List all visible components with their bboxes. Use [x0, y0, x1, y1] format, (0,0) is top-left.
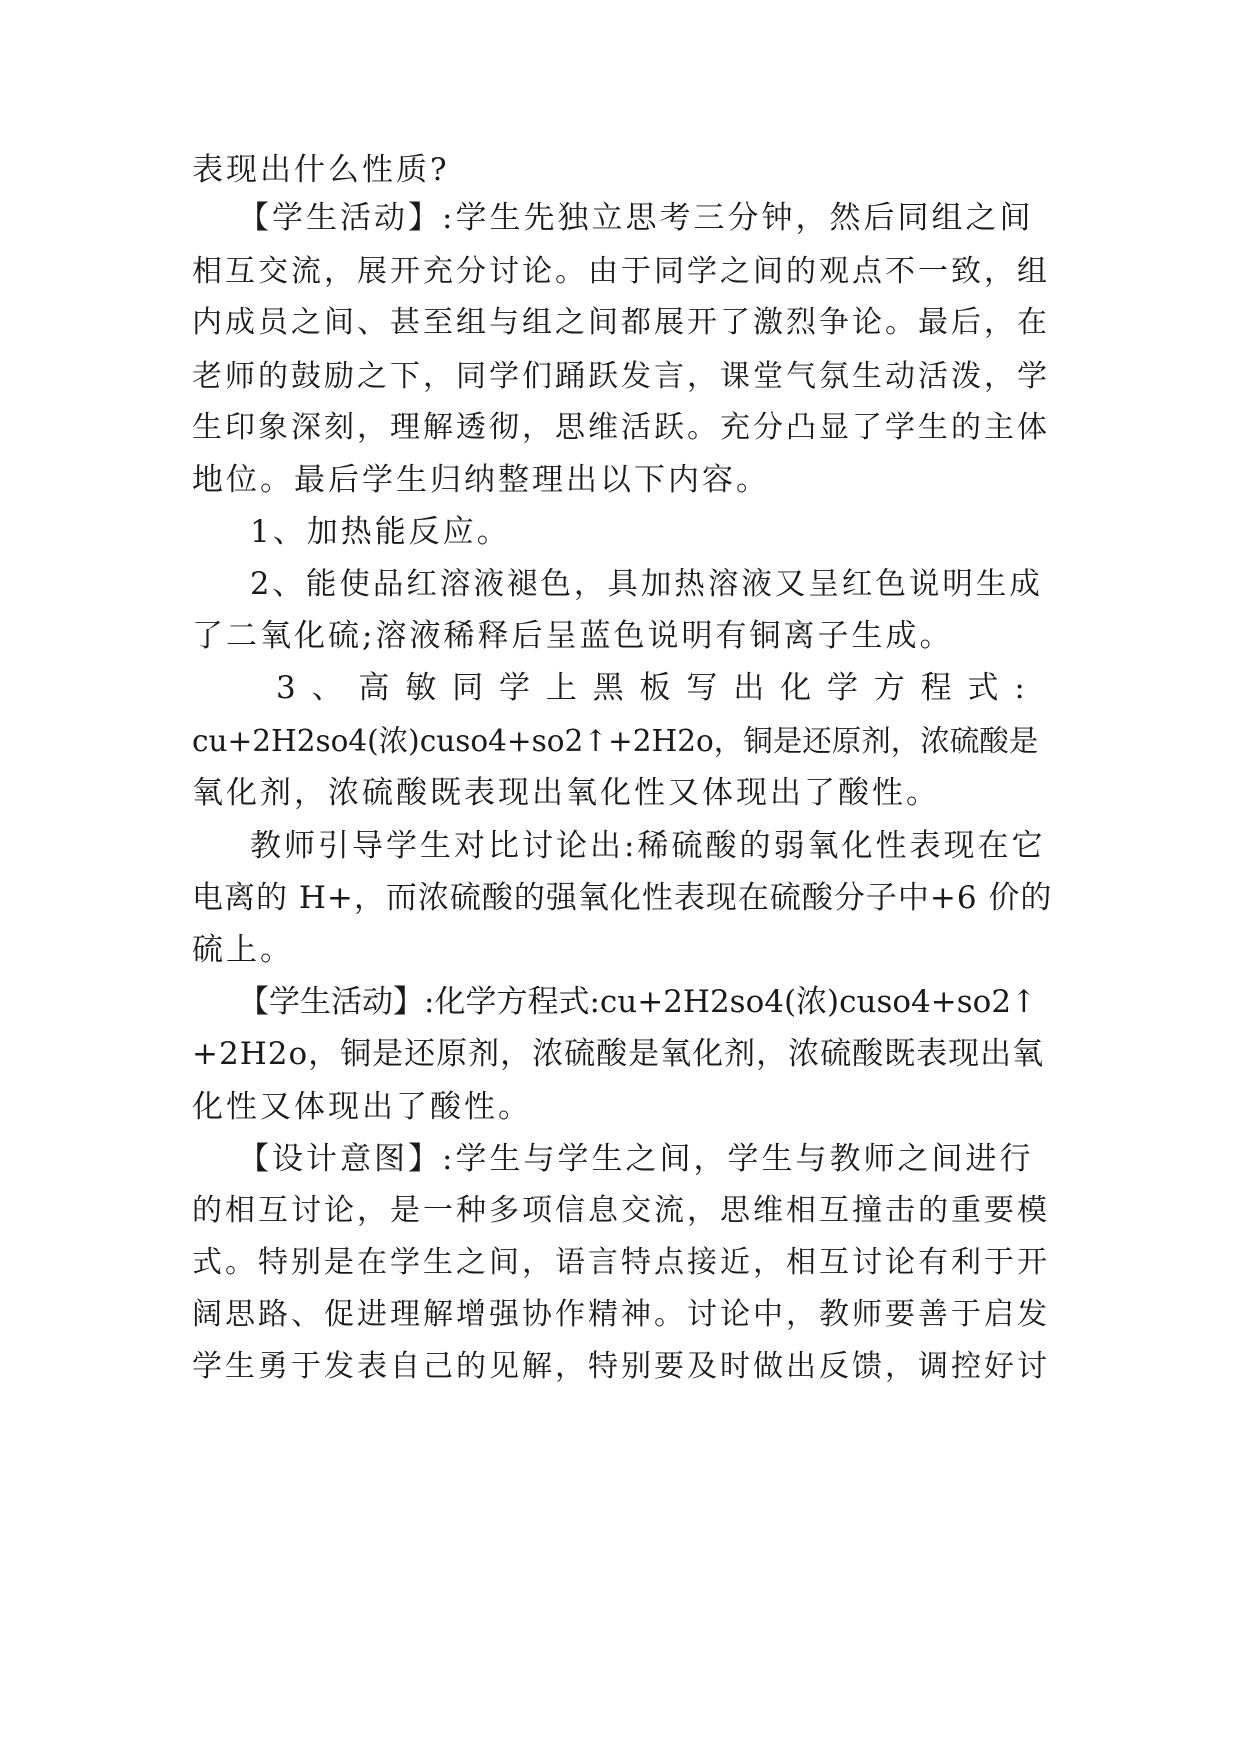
text-line: 表现出什么性质?: [192, 152, 450, 188]
text-line: 阔思路、促进理解增强协作精神。讨论中，教师要善于启发: [192, 1297, 1050, 1332]
list-item: 2、能使品红溶液褪色，具加热溶液又呈红色说明生成: [250, 567, 1043, 602]
text-line: 生印象深刻，理解透彻，思维活跃。充分凸显了学生的主体: [192, 410, 1050, 445]
text-line: 【学生活动】:学生先独立思考三分钟，然后同组之间: [238, 200, 1034, 236]
text-line: 内成员之间、甚至组与组之间都展开了激烈争论。最后，在: [192, 305, 1050, 340]
text-line: 化性又体现出了酸性。: [192, 1089, 532, 1125]
text-line: 的相互讨论，是一种多项信息交流，思维相互撞击的重要模: [192, 1193, 1050, 1228]
equation-line: cu+2H2so4(浓)cuso4+so2↑+2H2o，铜是还原剂，浓硫酸是: [192, 724, 1039, 758]
text-line: 老师的鼓励之下，同学们踊跃发言，课堂气氛生动活泼，学: [192, 359, 1050, 394]
text-line: 相互交流，展开充分讨论。由于同学之间的观点不一致，组: [192, 254, 1050, 289]
text-line: 教师引导学生对比讨论出:稀硫酸的弱氧化性表现在它: [250, 828, 1046, 864]
text-line: 地位。最后学生归纳整理出以下内容。: [192, 462, 770, 498]
text-line: 氧化剂，浓硫酸既表现出氧化性又体现出了酸性。: [192, 775, 940, 811]
text-line: 电离的 H+，而浓硫酸的强氧化性表现在硫酸分子中+6 价的: [192, 880, 1053, 916]
text-line: 学生勇于发表自己的见解，特别要及时做出反馈，调控好讨: [192, 1349, 1050, 1384]
list-item: 3 、 高 敏 同 学 上 黑 板 写 出 化 学 方 程 式 :: [276, 670, 1028, 706]
text-line: 【设计意图】:学生与学生之间，学生与教师之间进行: [238, 1141, 1034, 1177]
text-line: +2H2o，铜是还原剂，浓硫酸是氧化剂，浓硫酸既表现出氧: [192, 1036, 1045, 1072]
text-line: 硫上。: [192, 932, 294, 968]
list-item: 1、加热能反应。: [250, 514, 511, 550]
text-line: 式。特别是在学生之间，语言特点接近，相互讨论有利于开: [192, 1245, 1050, 1280]
text-line: 【学生活动】:化学方程式:cu+2H2so4(浓)cuso4+so2↑: [238, 984, 1038, 1020]
text-line: 了二氧化硫;溶液稀释后呈蓝色说明有铜离子生成。: [192, 618, 954, 654]
